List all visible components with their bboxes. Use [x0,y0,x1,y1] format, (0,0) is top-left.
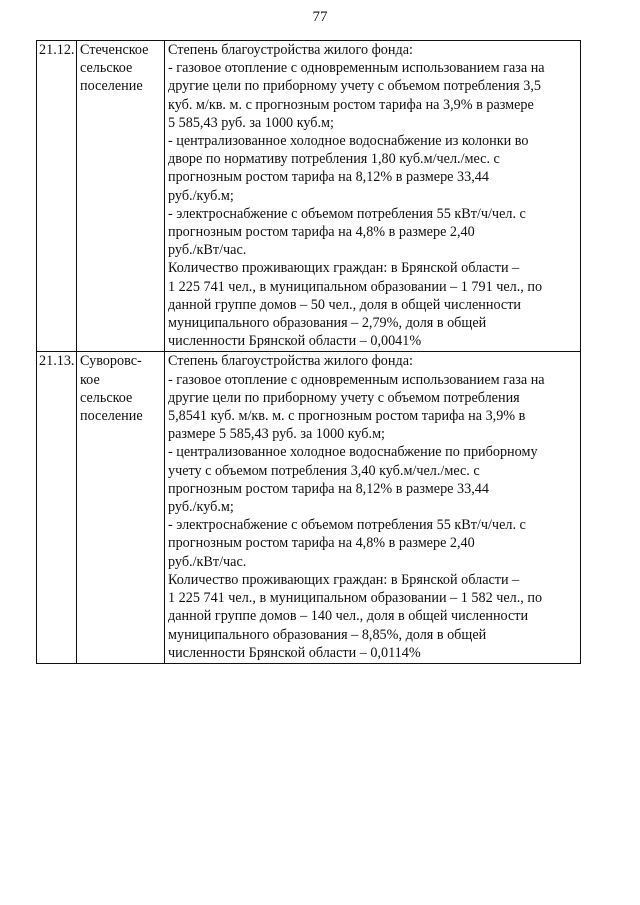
description-line: дворе по нормативу потребления 1,80 куб.м/чел./мес. с [168,151,500,168]
settlement-name-line: Стеченское [80,42,149,58]
settlement-name-line: кое [80,371,100,388]
description-line: - электроснабжение с объемом потребления 55 кВт/ч/чел. с [168,205,526,222]
description-line: учету с объемом потребления 3,40 куб.м/чел./мес. с [168,462,480,479]
description-line: другие цели по приборному учету с объемом потребления [168,389,520,406]
description-line: - централизованное холодное водоснабжение по приборному [168,444,538,461]
settlement-name-line: сельское [80,389,133,406]
tariff-table [36,40,581,664]
description-cell [165,41,581,352]
description-line: 1 225 741 чел., в муниципальном образовании – 1 791 чел., по [168,278,543,295]
row-number-cell [37,41,77,352]
row-number: 21.12. [39,42,75,58]
description-line: численности Брянской области – 0,0041% [168,333,422,350]
description-line: муниципального образования – 8,85%, доля в общей [168,626,487,643]
settlement-name-line: поселение [80,78,143,95]
settlement-name-line: сельское [80,60,133,77]
description-line: Количество проживающих граждан: в Брянской области – [168,260,520,277]
description-line: - газовое отопление с одновременным использованием газа на [168,60,545,77]
row-number-cell [37,352,77,663]
table-row [37,41,581,352]
description-line: - электроснабжение с объемом потребления 55 кВт/ч/чел. с [168,517,526,534]
settlement-name-cell [77,41,165,352]
description-line: численности Брянской области – 0,0114% [168,644,421,661]
settlement-name-cell [77,352,165,663]
description-line: руб./куб.м; [168,187,234,204]
description-line: Количество проживающих граждан: в Брянской области – [168,571,520,588]
description-line: - газовое отопление с одновременным использованием газа на [168,371,545,388]
settlement-name-line: поселение [80,408,143,425]
description-line: прогнозным ростом тарифа на 4,8% в размере 2,40 [168,224,475,241]
description-line: руб./кВт/час. [168,242,247,259]
settlement-name-line: Суворовс- [80,353,142,370]
description-line: Степень благоустройства жилого фонда: [168,353,413,370]
description-line: муниципального образования – 2,79%, доля в общей [168,315,487,332]
description-line: данной группе домов – 50 чел., доля в общей численности [168,296,521,313]
description-line: другие цели по приборному учету с объемом потребления 3,5 [168,78,541,95]
description-line: - централизованное холодное водоснабжение из колонки во [168,133,529,150]
description-line: данной группе домов – 140 чел., доля в общей численности [168,608,529,625]
table-body [37,41,581,664]
description-line: 1 225 741 чел., в муниципальном образовании – 1 582 чел., по [168,590,543,607]
description-line: прогнозным ростом тарифа на 8,12% в размере 33,44 [168,169,489,186]
description-line: прогнозным ростом тарифа на 4,8% в размере 2,40 [168,535,475,552]
description-line: 5 585,43 руб. за 1000 куб.м; [168,114,334,131]
description-line: руб./куб.м; [168,499,234,516]
row-number: 21.13. [39,353,75,370]
description-line: руб./кВт/час. [168,553,247,570]
description-line: куб. м/кв. м. с прогнозным ростом тарифа на 3,9% в размере [168,96,534,113]
table-row [37,352,581,663]
description-cell [165,352,581,663]
description-line: Степень благоустройства жилого фонда: [168,42,413,58]
page-number: 77 [312,9,328,25]
description-line: размере 5 585,43 руб. за 1000 куб.м; [168,426,385,443]
description-line: прогнозным ростом тарифа на 8,12% в размере 33,44 [168,480,489,497]
description-line: 5,8541 куб. м/кв. м. с прогнозным ростом тарифа на 3,9% в [168,408,526,425]
